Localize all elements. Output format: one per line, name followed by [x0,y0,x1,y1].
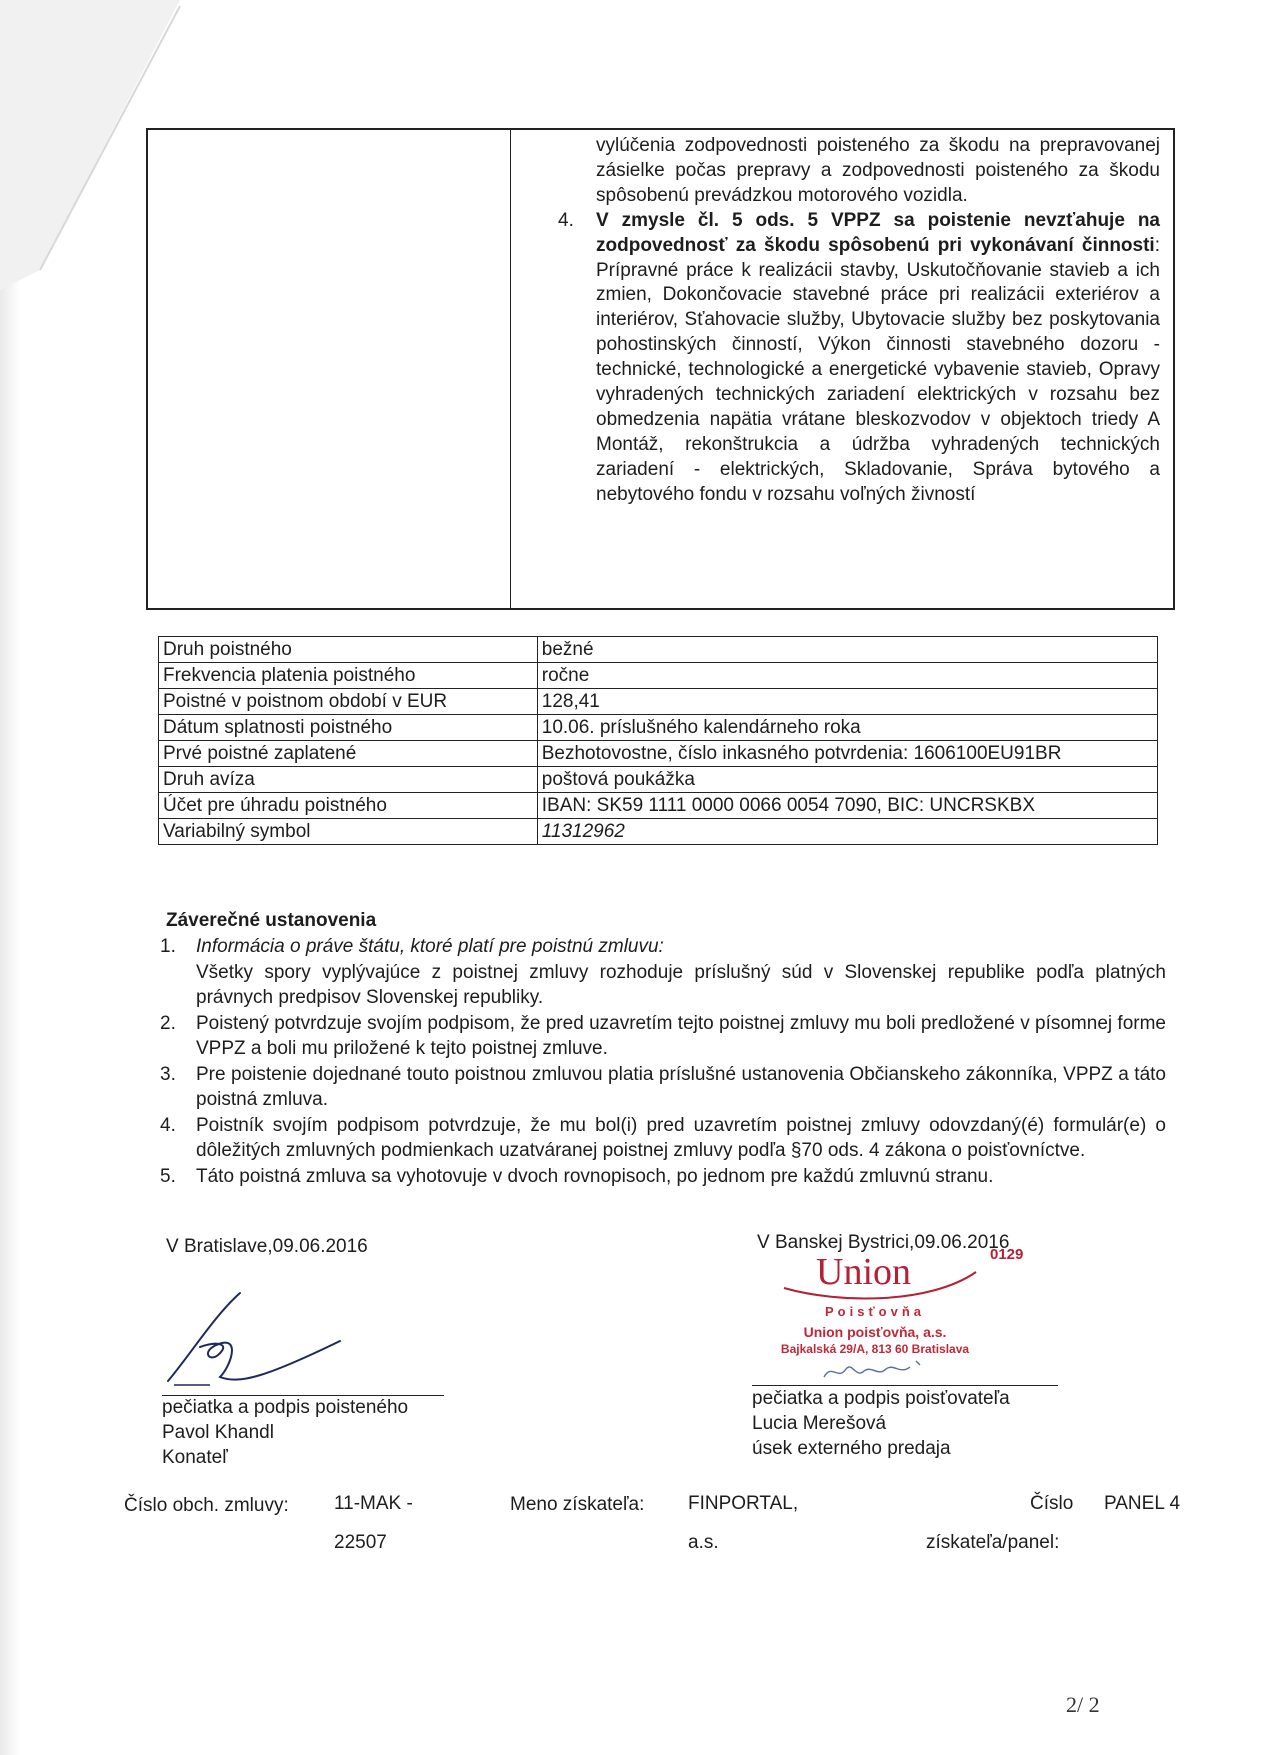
insured-role: Konateľ [162,1447,228,1468]
insured-name: Pavol Khandl [162,1422,274,1443]
premium-table-row [159,741,1158,767]
exclusions-text [558,134,1160,508]
closing-provisions-title: Záverečné ustanovenia [166,910,377,931]
insured-signature [160,1285,360,1395]
provision-number: 1. [160,936,176,957]
provision-item [160,1164,1166,1190]
provision-item [160,1062,1166,1113]
exclusion-item-4 [558,209,1160,508]
acquirer-name-label: Meno získateľa: [510,1494,645,1515]
provision-text: Poistník svojím podpisom potvrdzuje, že mu bol(i) pred uzavretím poistnej zmluvy odovzdaný(é) formulár(e) o dôležitých zmluvných podmienkach uzatváranej poistnej zmluvy podľa §70 ods. 4 zákona o poisťovníctve. [196,1114,1166,1161]
provision-item [160,934,1166,1011]
premium-field-value: 10.06. príslušného kalendárneho roka [537,715,1157,741]
closing-provisions-list [160,934,1166,1189]
exclusion-item-4-text: : Prípravné práce k realizácii stavby, Uskutočňovanie stavieb a ich zmien, Dokončovacie stavebné práce pri realizácii exteriérov a interiérov, Sťahovacie služby, Ubytovacie služby bez poskytovania pohostinských činností, Výkon činnosti stavebného dozoru - technické, technologické a energetické vybavenie stavieb, Opravy vyhradených technických zariadení elektrických v rozsahu bez obmedzenia napätia vrátane bleskozvodov v objektoch triedy A Montáž, rekonštrukcia a údržba vyhradených technických zariadení - elektrických, Skladovanie, Správa bytového a nebytového fondu v rozsahu voľných živností [596,234,1160,505]
premium-table-row [159,767,1158,793]
contract-number-value: 11-MAK - [334,1493,413,1514]
premium-field-label: Druh poistného [159,637,538,663]
provision-item [160,1113,1166,1164]
premium-field-value: poštová poukážka [537,767,1157,793]
premium-field-value: 128,41 [537,689,1157,715]
premium-field-label: Poistné v poistnom období v EUR [159,689,538,715]
premium-field-value: bežné [537,637,1157,663]
premium-field-label: Frekvencia platenia poistného [159,663,538,689]
box-column-divider [510,130,511,608]
provision-text: Táto poistná zmluva sa vyhotovuje v dvoch rovnopisoch, po jednom pre každú zmluvnú stranu. [196,1165,994,1187]
premium-field-value: IBAN: SK59 1111 0000 0066 0054 7090, BIC: UNCRSKBX [537,793,1157,819]
contract-number-value-cont: 22507 [334,1532,387,1553]
provision-text: Všetky spory vyplývajúce z poistnej zmluvy rozhoduje príslušný súd v Slovenskej republike podľa platných právnych predpisov Slovenskej republiky. [196,961,1166,1008]
page-number: 2/ 2 [1066,1692,1100,1717]
exclusion-item-4-heading: V zmysle čl. 5 ods. 5 VPPZ sa poistenie nevzťahuje na zodpovednosť za škodu spôsobenú pri vykonávaní činnosti [596,209,1160,256]
acquirer-name-value: FINPORTAL, [688,1493,799,1514]
acquirer-panel-value: PANEL 4 [1104,1493,1181,1514]
premium-field-label: Prvé poistné zaplatené [159,741,538,767]
union-logo: Union [816,1251,911,1293]
premium-table [158,636,1158,845]
provision-heading: Informácia o práve štátu, ktoré platí pre poistnú zmluvu: [196,936,664,957]
premium-table-row [159,637,1158,663]
stamp-company-name: Union poisťovňa, a.s. [803,1324,947,1340]
premium-table-row [159,819,1158,845]
premium-field-label: Variabilný symbol [159,819,538,845]
premium-field-label: Účet pre úhradu poistného [159,793,538,819]
coverage-exclusions-box [146,128,1175,610]
stamp-subtitle: Poisťovňa [824,1304,926,1319]
premium-table-row [159,715,1158,741]
insured-place-date: V Bratislave,09.06.2016 [166,1236,368,1257]
provision-number: 2. [160,1012,176,1034]
contract-number-label: Číslo obch. zmluvy: [124,1495,289,1516]
exclusion-item-4-number: 4. [558,209,574,231]
stamp-address: Bajkalská 29/A, 813 60 Bratislava [780,1342,970,1356]
insurer-place-date: V Banskej Bystrici,09.06.2016 [757,1232,1010,1253]
premium-table-row [159,663,1158,689]
insurer-signature [820,1355,930,1385]
provision-text: Poistený potvrdzuje svojím podpisom, že pred uzavretím tejto poistnej zmluvy mu boli predložené v písomnej forme VPPZ a boli mu priložené k tejto poistnej zmluve. [196,1012,1166,1059]
premium-field-value: ročne [537,663,1157,689]
premium-table-row [159,689,1158,715]
provision-number: 5. [160,1165,176,1187]
insurer-name: Lucia Merešová [752,1413,887,1434]
insurer-signature-block [752,1386,1010,1461]
premium-field-value: 11312962 [537,819,1157,845]
premium-field-value: Bezhotovostne, číslo inkasného potvrdenia: 1606100EU91BR [537,741,1157,767]
exclusion-continuation: vylúčenia zodpovednosti poisteného za škodu na prepravovanej zásielke počas prepravy a zodpovednosti poisteného za škodu spôsobenú prevádzkou motorového vozidla. [596,135,1160,206]
insurer-signature-caption: pečiatka a podpis poisťovateľa [752,1388,1010,1409]
acquirer-panel-label-cont: získateľa/panel: [926,1532,1060,1553]
provision-number: 3. [160,1063,176,1085]
provision-text: Pre poistenie dojednané touto poistnou zmluvou platia príslušné ustanovenia Občianskeho zákonníka, VPPZ a táto poistná zmluva. [196,1063,1166,1110]
stamp-code: 0129 [990,1246,1024,1263]
premium-table-row [159,793,1158,819]
acquirer-name-value-cont: a.s. [688,1532,719,1553]
premium-field-label: Dátum splatnosti poistného [159,715,538,741]
acquirer-panel-label: Číslo [1030,1493,1074,1514]
premium-field-label: Druh avíza [159,767,538,793]
provision-item [160,1011,1166,1062]
provision-number: 4. [160,1114,176,1136]
insured-signature-caption: pečiatka a podpis poisteného [162,1397,409,1418]
insurer-department: úsek externého predaja [752,1438,951,1459]
insured-signature-block [162,1395,408,1470]
